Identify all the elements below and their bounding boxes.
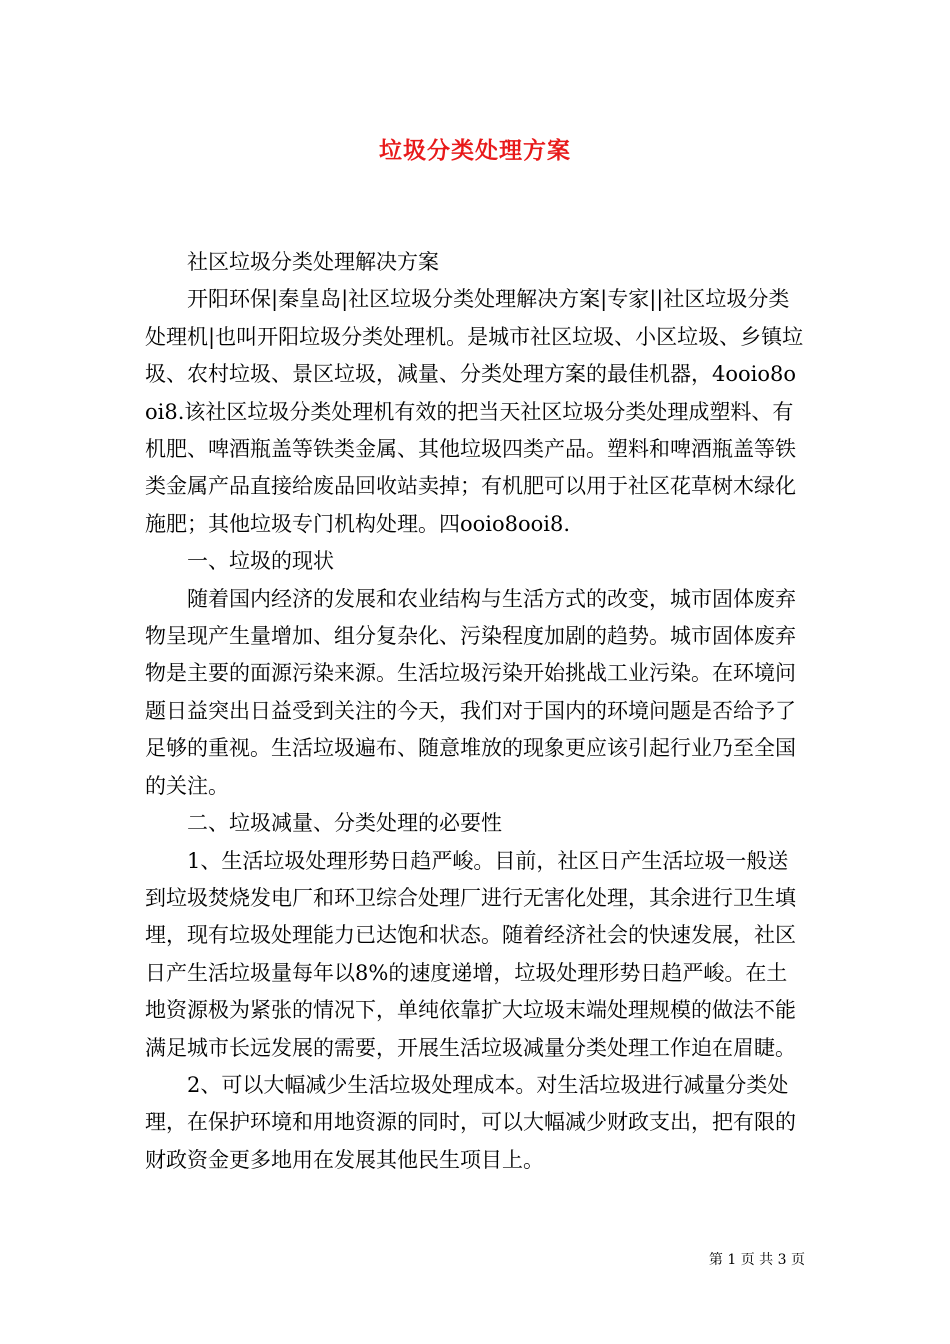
paragraph-status: 随着国内经济的发展和农业结构与生活方式的改变，城市固体废弃物呈现产生量增加、组分复杂化、污染程度加剧的趋势。城市固体废弃物是主要的面源污染来源。生活垃圾污染开始挑战工业污染。在环境问题日益突出日益受到关注的今天，我们对于国内的环境问题是否给予了足够的重视。生活垃圾遍布、随意堆放的现象更应该引起行业乃至全国的关注。 [145,586,796,798]
paragraph-intro: 开阳环保|秦皇岛|社区垃圾分类处理解决方案|专家||社区垃圾分类处理机|也叫开阳垃圾分类处理机。是城市社区垃圾、小区垃圾、乡镇垃圾、农村垃圾、景区垃圾，减量、分类处理方案的最佳机器，4ooio8ooi8.该社区垃圾分类处理机有效的把当天社区垃圾分类处理成塑料、有机肥、啤酒瓶盖等铁类金属、其他垃圾四类产品。塑料和啤酒瓶盖等铁类金属产品直接给废品回收站卖掉；有机肥可以用于社区花草树木绿化施肥；其他垃圾专门机构处理。四ooio8ooi8. [145,287,804,536]
paragraph-subtitle: 社区垃圾分类处理解决方案 [187,250,439,274]
section-heading-necessity: 二、垃圾减量、分类处理的必要性 [187,811,502,836]
section-heading-status: 一、垃圾的现状 [187,549,334,574]
document-title: 垃圾分类处理方案 [379,137,571,164]
document-body [145,244,805,1179]
paragraph-necessity-1: 1、生活垃圾处理形势日趋严峻。目前，社区日产生活垃圾一般送到垃圾焚烧发电厂和环卫综合处理厂进行无害化处理，其余进行卫生填埋，现有垃圾处理能力已达饱和状态。随着经济社会的快速发展，社区日产生活垃圾量每年以8%的速度递增，垃圾处理形势日趋严峻。在土地资源极为紧张的情况下，单纯依靠扩大垃圾末端处理规模的做法不能满足城市长远发展的需要，开展生活垃圾减量分类处理工作迫在眉睫。 [145,848,796,1060]
page-number-footer: 第 1 页 共 3 页 [708,1252,805,1268]
paragraph-necessity-2: 2、可以大幅减少生活垃圾处理成本。对生活垃圾进行减量分类处理，在保护环境和用地资源的同时，可以大幅减少财政支出，把有限的财政资金更多地用在发展其他民生项目上。 [145,1072,796,1172]
